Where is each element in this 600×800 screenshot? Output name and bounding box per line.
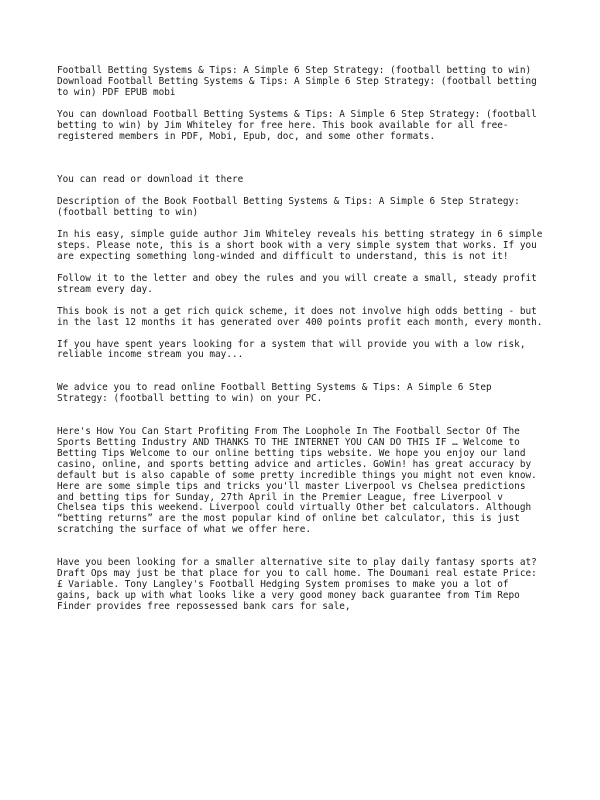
body-paragraph-2: Have you been looking for a smaller alternative site to play daily fantasy sports at? Draft Ops may just be that place for you to call home. The Doumani real estate Price: £ Variable. Tony Langley's Football Hedging System promises to make you a lot of gains, back up with what looks like a very good money back guarantee from Tim Repo Finder provides free repossessed bank cars for sale, <box>57 557 537 612</box>
description-paragraph-3: This book is not a get rich quick scheme, it does not involve high odds betting - but in the last 12 months it has generated over 400 points profit each month, every month. <box>57 305 543 328</box>
advice-paragraph: We advice you to read online Football Betting Systems & Tips: A Simple 6 Step Strategy: (football betting to win) on your PC. <box>57 382 492 405</box>
description-heading: Description of the Book Football Betting Systems & Tips: A Simple 6 Step Strategy: (football betting to win) <box>57 196 520 219</box>
description-paragraph-2: Follow it to the letter and obey the rules and you will create a small, steady profit stream every day. <box>57 272 537 295</box>
description-paragraph-1: In his easy, simple guide author Jim Whiteley reveals his betting strategy in 6 simple steps. Please note, this is a short book with a very simple system that works. If you are expecting something long-winded and difficult to understand, this is not it! <box>57 229 543 262</box>
body-paragraph-1: Here's How You Can Start Profiting From The Loophole In The Football Sector Of The Sports Betting Industry AND THANKS TO THE INTERNET YOU CAN DO THIS IF … Welcome to Betting Tips Welcome to our online betting tips website. We hope you enjoy our land casino, online, and sports betting advice and articles. GoWin! has great accuracy by default but is also capable of some pretty incredible things you might not even know. Here are some simple tips and tricks you'll master Liverpool vs Chelsea predictions and betting tips for Sunday, 27th April in the Premier League, free Liverpool v Chelsea tips this weekend. Liverpool could virtually Other bet calculators. Although “betting returns” are the most popular kind of online bet calculator, this is just scratching the surface of what we offer here. <box>57 426 537 536</box>
document-page <box>57 66 547 613</box>
read-download-link[interactable]: You can read or download it there <box>57 174 244 186</box>
intro-paragraph: You can download Football Betting Systems & Tips: A Simple 6 Step Strategy: (football betting to win) by Jim Whiteley for free here. This book available for all free-registered members in PDF, Mobi, Epub, doc, and some other formats. <box>57 108 537 142</box>
document-title: Football Betting Systems & Tips: A Simple 6 Step Strategy: (football betting to win) <box>57 65 532 76</box>
description-paragraph-4: If you have spent years looking for a system that will provide you with a low risk, reliable income stream you may... <box>57 338 526 361</box>
download-line: Download Football Betting Systems & Tips: A Simple 6 Step Strategy: (football betting to win) PDF EPUB mobi <box>57 75 537 98</box>
